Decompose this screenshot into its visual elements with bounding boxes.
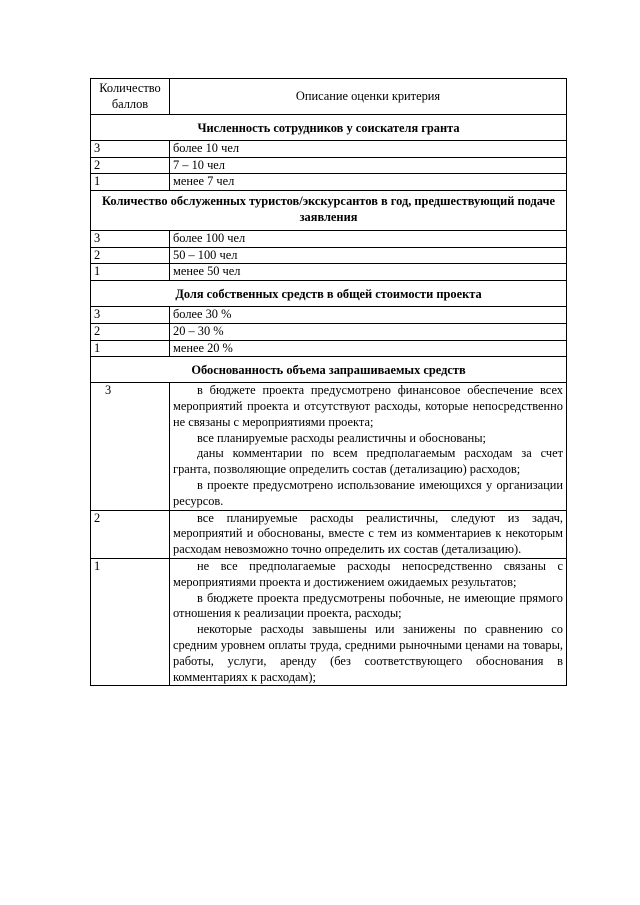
description-cell: 7 – 10 чел [170, 157, 567, 174]
score-cell: 1 [91, 264, 170, 281]
description-paragraph: в бюджете проекта предусмотрено финансовое обеспечение всех мероприятий проекта и отсутствуют расходы, которые непосредственно не связаны с мероприятиями проекта; [173, 383, 563, 429]
criteria-table [90, 78, 567, 686]
description-paragraph: даны комментарии по всем предполагаемым расходам за счет гранта, позволяющие определить состав (детализацию) расходов; [173, 446, 563, 477]
table-row [91, 383, 567, 510]
score-cell: 3 [91, 306, 170, 323]
table-row [91, 157, 567, 174]
table-row [91, 230, 567, 247]
description-paragraph: все планируемые расходы реалистичны, следуют из задач, мероприятий и обоснованы, вместе с тем из комментариев к некоторым расходам невозможно точно определить их состав (детализацию). [173, 510, 563, 557]
score-cell: 1 [91, 340, 170, 357]
section-header-row [91, 115, 567, 141]
description-cell: более 10 чел [170, 140, 567, 157]
table-row [91, 264, 567, 281]
score-cell: 3 [91, 230, 170, 247]
score-column-header: Количество баллов [91, 79, 170, 115]
score-cell: 3 [91, 140, 170, 157]
description-cell [170, 558, 567, 685]
table-row [91, 306, 567, 323]
table-row [91, 247, 567, 264]
score-cell: 2 [91, 247, 170, 264]
description-cell [170, 510, 567, 558]
description-cell: менее 20 % [170, 340, 567, 357]
section-header-row [91, 281, 567, 307]
score-cell: 1 [91, 174, 170, 191]
description-paragraph: все планируемые расходы реалистичны и обоснованы; [197, 430, 486, 445]
description-cell: менее 7 чел [170, 174, 567, 191]
score-cell: 2 [91, 323, 170, 340]
section-title: Обоснованность объема запрашиваемых средств [91, 357, 567, 383]
section-title: Количество обслуженных туристов/экскурсантов в год, предшествующий подаче заявления [91, 191, 567, 231]
description-cell [170, 383, 567, 510]
description-cell: менее 50 чел [170, 264, 567, 281]
section-title: Доля собственных средств в общей стоимости проекта [91, 281, 567, 307]
description-paragraph: в бюджете проекта предусмотрены побочные, не имеющие прямого отношения к реализации проекта, расходы; [173, 590, 563, 621]
score-cell: 2 [91, 510, 170, 558]
table-row [91, 340, 567, 357]
description-column-header: Описание оценки критерия [170, 79, 567, 115]
table-row [91, 323, 567, 340]
description-paragraph: некоторые расходы завышены или занижены по сравнению со средним уровнем оплаты труда, средними рыночными ценами на товары, работы, услуги, аренду (без соответствующего обоснования в комментариях к расходам); [173, 622, 563, 684]
score-cell: 3 [91, 383, 170, 510]
table-row [91, 174, 567, 191]
description-cell: более 100 чел [170, 230, 567, 247]
score-cell: 1 [91, 558, 170, 685]
table-row [91, 140, 567, 157]
description-cell: более 30 % [170, 306, 567, 323]
section-header-row [91, 357, 567, 383]
description-paragraph: в проекте предусмотрено использование имеющихся у организации ресурсов. [173, 477, 563, 508]
table-row [91, 558, 567, 685]
description-paragraph: не все предполагаемые расходы непосредственно связаны с мероприятиями проекта и достижением ожидаемых результатов; [173, 558, 563, 589]
section-title: Численность сотрудников у соискателя гранта [91, 115, 567, 141]
section-header-row [91, 191, 567, 231]
table-row [91, 510, 567, 558]
table-header-row [91, 79, 567, 115]
description-cell: 20 – 30 % [170, 323, 567, 340]
description-cell: 50 – 100 чел [170, 247, 567, 264]
score-cell: 2 [91, 157, 170, 174]
